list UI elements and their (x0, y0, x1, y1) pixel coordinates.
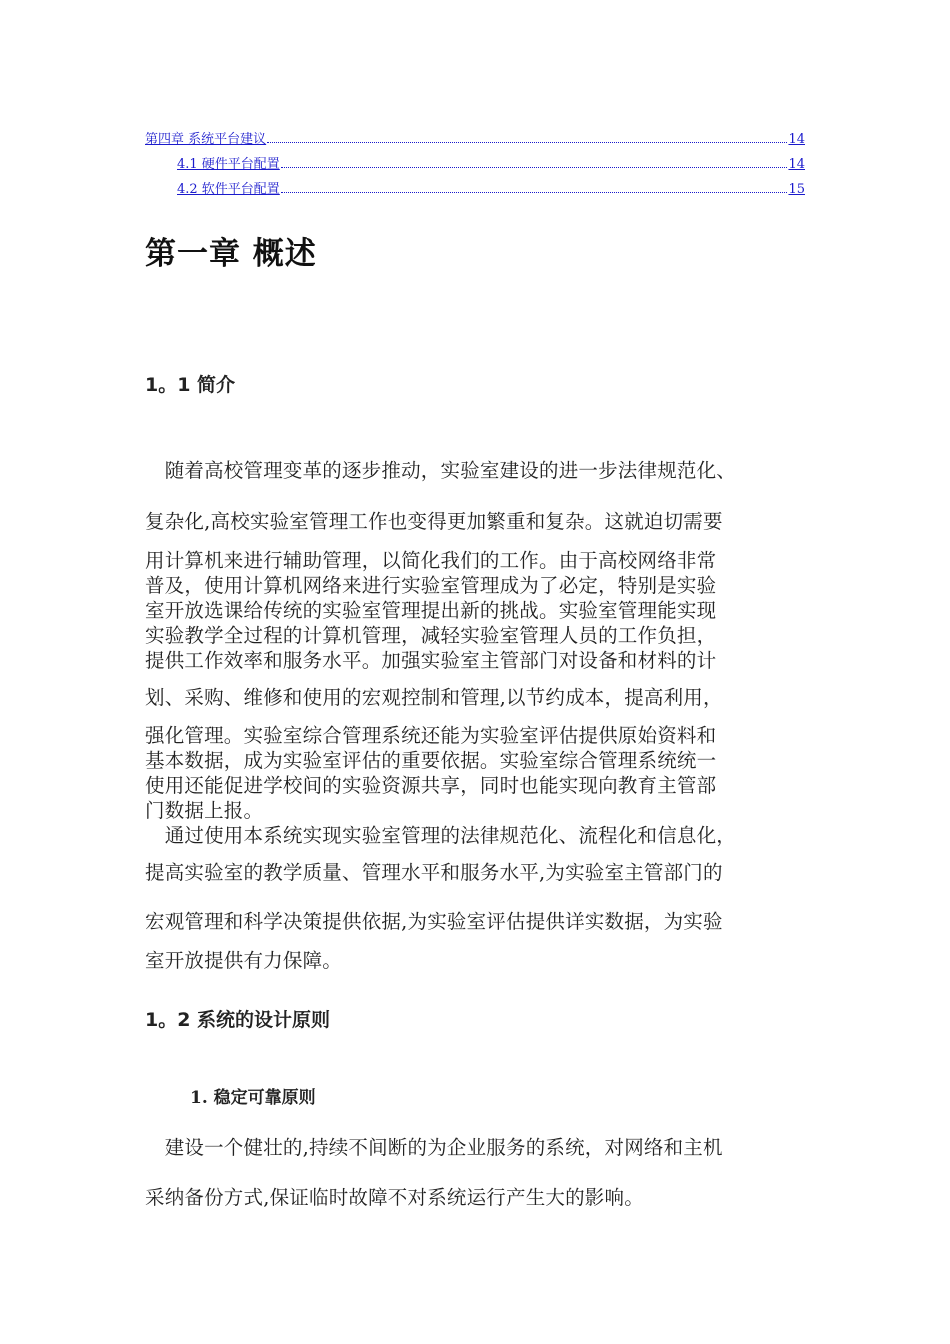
toc-entry-chapter-4[interactable] (145, 127, 805, 152)
chapter-title: 第一章 概述 (145, 236, 317, 272)
paragraph-line: 宏观管理和科学决策提供依据,为实验室评估提供详实数据，为实验 (145, 910, 723, 933)
paragraph-line: 通过使用本系统实现实验室管理的法律规范化、流程化和信息化， (145, 824, 737, 847)
paragraph-line: 复杂化,高校实验室管理工作也变得更加繁重和复杂。这就迫切需要 (145, 510, 723, 533)
toc-entry-text[interactable]: 4.1 硬件平台配置 (177, 157, 280, 172)
toc-entry-text[interactable]: 4.2 软件平台配置 (177, 182, 280, 197)
paragraph-line: 门数据上报。 (145, 799, 264, 822)
toc-leader-dots (281, 192, 788, 193)
paragraph-line: 建设一个健壮的,持续不间断的为企业服务的系统，对网络和主机 (145, 1136, 723, 1159)
section-title-design-principles: 1。2 系统的设计原则 (145, 1009, 331, 1031)
toc-entry-4-2[interactable] (177, 177, 805, 202)
section-title-intro: 1。1 简介 (145, 374, 236, 396)
paragraph-line: 提高实验室的教学质量、管理水平和服务水平,为实验室主管部门的 (145, 861, 723, 884)
paragraph-line: 普及，使用计算机网络来进行实验室管理成为了必定，特别是实验 (145, 574, 717, 597)
paragraph-line: 提供工作效率和服务水平。加强实验室主管部门对设备和材料的计 (145, 649, 717, 672)
toc-entry-text[interactable]: 第四章 系统平台建议 (145, 132, 267, 147)
toc-page-number[interactable]: 15 (788, 182, 805, 197)
toc-leader-dots (267, 142, 787, 143)
paragraph-line: 划、采购、维修和使用的宏观控制和管理,以节约成本，提高利用， (145, 686, 723, 709)
paragraph-line: 使用还能促进学校间的实验资源共享，同时也能实现向教育主管部 (145, 774, 717, 797)
toc-leader-dots (281, 167, 788, 168)
paragraph-line: 强化管理。实验室综合管理系统还能为实验室评估提供原始资料和 (145, 724, 717, 747)
paragraph-line: 随着高校管理变革的逐步推动，实验室建设的进一步法律规范化、 (145, 459, 737, 482)
paragraph-line: 采纳备份方式,保证临时故障不对系统运行产生大的影响。 (145, 1186, 644, 1209)
paragraph-line: 室开放选课给传统的实验室管理提出新的挑战。实验室管理能实现 (145, 599, 717, 622)
paragraph-line: 用计算机来进行辅助管理，以简化我们的工作。由于高校网络非常 (145, 549, 717, 572)
paragraph-line: 室开放提供有力保障。 (145, 949, 343, 972)
toc-page-number[interactable]: 14 (788, 157, 805, 172)
toc-entry-4-1[interactable] (177, 152, 805, 177)
paragraph-line: 实验教学全过程的计算机管理，减轻实验室管理人员的工作负担， (145, 624, 717, 647)
toc-page-number[interactable]: 14 (788, 132, 805, 147)
paragraph-line: 基本数据，成为实验室评估的重要依据。实验室综合管理系统统一 (145, 749, 717, 772)
subsection-title-stability: 1. 稳定可靠原则 (190, 1088, 316, 1108)
table-of-contents (145, 127, 805, 202)
